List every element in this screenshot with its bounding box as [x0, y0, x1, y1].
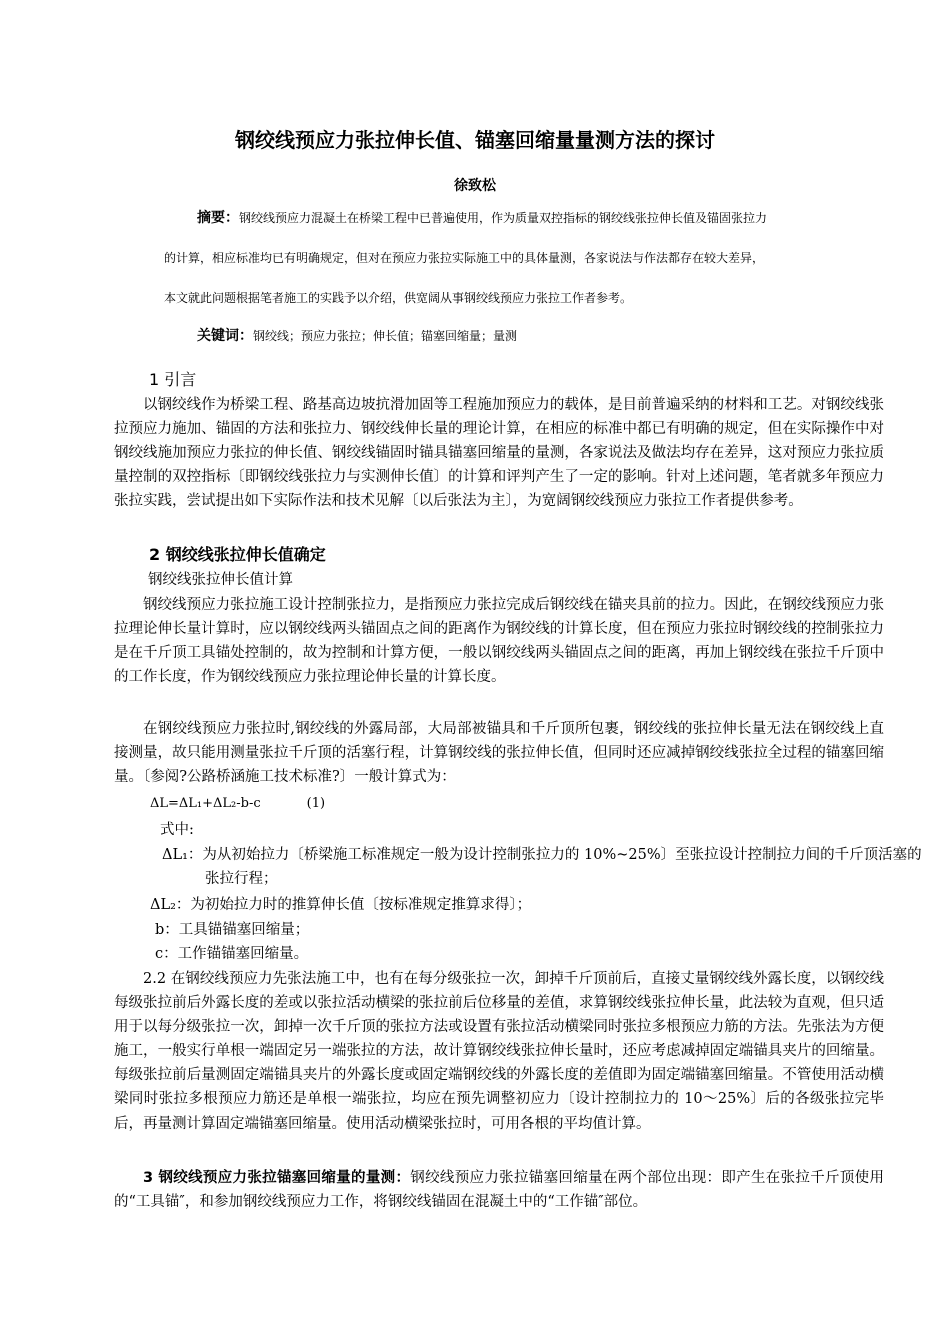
keywords-text: 钢绞线；预应力张拉；伸长值；锚塞回缩量；量测 — [253, 329, 518, 343]
formula-expression: ΔL=ΔL₁+ΔL₂-b-c — [150, 796, 261, 811]
section-1-heading: 1 引言 — [149, 370, 197, 389]
section-2-subheading: 钢绞线张拉伸长值计算 — [148, 572, 293, 588]
abstract-label: 摘要： — [197, 210, 239, 226]
section-3-paragraph — [114, 1166, 884, 1214]
section-2-paragraph-3: 2.2 在钢绞线预应力先张法施工中，也有在每分级张拉一次，卸掉千斤顶前后，直接丈量钢绞线外露长度，以钢绞线每级张拉前后外露长度的差或以张拉活动横梁的张拉前后位移量的差值，求算钢绞线张拉伸长量，此法较为直观，但只适用于以每分级张拉一次，卸掉一次千斤顶的张拉方法或设置有张拉活动横梁同时张拉多根预应力筋的方法。先张法为方便施工，一般实行单根一端固定另一端张拉的方法，故计算钢绞线张拉伸长量时，还应考虑减掉固定端锚具夹片的回缩量。每级张拉前后量测固定端锚具夹片的外露长度或固定端钢绞线的外露长度的差值即为固定端锚塞回缩量。不管使用活动横梁同时张拉多根预应力筋还是单根一端张拉，均应在预先调整初应力〔设计控制拉力的 10～25%〕后的各级张拉完毕后，再量测计算固定端锚塞回缩量。使用活动横梁张拉时，可用各根的平均值计算。 — [114, 971, 884, 1132]
section-3-heading: 3 钢绞线预应力张拉锚塞回缩量的量测： — [143, 1170, 411, 1186]
section-2-heading: 2 钢绞线张拉伸长值确定 — [149, 545, 326, 564]
abstract-text-1: 钢绞线预应力混凝土在桥梁工程中已普遍使用，作为质量双控指标的钢绞线张拉伸长值及锚固张拉力 — [239, 211, 768, 225]
section-2-paragraph-2: 在钢绞线预应力张拉时,钢绞线的外露局部，大局部被锚具和千斤顶所包裹，钢绞线的张拉伸长量无法在钢绞线上直接测量，故只能用测量张拉千斤顶的活塞行程，计算钢绞线的张拉伸长值，但同时还应减掉钢绞线张拉全过程的锚塞回缩量。〔参阅?公路桥涵施工技术标准?〕一般计算式为： — [114, 721, 884, 786]
definition-c: c：工作锚锚塞回缩量。 — [155, 946, 309, 962]
keywords — [197, 324, 517, 348]
keywords-label: 关键词： — [197, 328, 253, 344]
definition-delta-l1: ΔL₁：为从初始拉力〔桥梁施工标准规定一般为设计控制张拉力的 10%~25%〕至张拉设计控制拉力间的千斤顶活塞的张拉行程； — [162, 847, 922, 887]
abstract-line-1 — [197, 198, 897, 238]
definition-b: b：工具锚锚塞回缩量； — [155, 922, 310, 938]
author-name: 徐致松 — [454, 178, 496, 194]
section-1-paragraph: 以钢绞线作为桥梁工程、路基高边坡抗滑加固等工程施加预应力的载体，是目前普遍采纳的材料和工艺。对钢绞线张拉预应力施加、锚固的方法和张拉力、钢绞线伸长量的理论计算，在相应的标准中都已有明确的规定，但在实际操作中对钢绞线施加预应力张拉的伸长值、钢绞线锚固时锚具锚塞回缩量的量测，各家说法及做法均存在差异，这对预应力张拉质量控制的双控指标〔即钢绞线张拉力与实测伸长值〕的计算和评判产生了一定的影响。针对上述问题，笔者就多年预应力张拉实践，尝试提出如下实际作法和技术见解〔以后张法为主〕，为宽阔钢绞线预应力张拉工作者提供参考。 — [114, 397, 884, 510]
section-3-text: 钢绞线预应力张拉锚塞回缩量在两个部位出现：即产生在张拉千斤顶使用的“工具锚″，和参加钢绞线预应力工作，将钢绞线锚固在混凝土中的“工作锚″部位。 — [114, 1170, 884, 1211]
abstract-line-2: 的计算，相应标准均已有明确规定，但对在预应力张拉实际施工中的具体量测，各家说法与作法都存在较大差异， — [164, 251, 765, 265]
where-label: 式中: — [160, 822, 194, 838]
section-2-paragraph-1: 钢绞线预应力张拉施工设计控制张拉力，是指预应力张拉完成后钢绞线在锚夹具前的拉力。因此，在钢绞线预应力张拉理论伸长量计算时，应以钢绞线两头锚固点之间的距离作为钢绞线的计算长度，但在预应力张拉时钢绞线的控制张拉力是在千斤顶工具锚处控制的，故为控制和计算方便，一般以钢绞线两头锚固点之间的距离，再加上钢绞线在张拉千斤顶中的工作长度，作为钢绞线预应力张拉理论伸长量的计算长度。 — [114, 597, 884, 686]
formula-1 — [150, 792, 325, 816]
definition-delta-l2: ΔL₂：为初始拉力时的推算伸长值〔按标准规定推算求得〕； — [150, 897, 532, 913]
abstract-line-3: 本文就此问题根据笔者施工的实践予以介绍，供宽阔从事钢绞线预应力张拉工作者参考。 — [164, 291, 633, 305]
paper-title: 钢绞线预应力张拉伸长值、锚塞回缩量量测方法的探讨 — [235, 128, 715, 152]
formula-number: (1) — [306, 796, 326, 811]
